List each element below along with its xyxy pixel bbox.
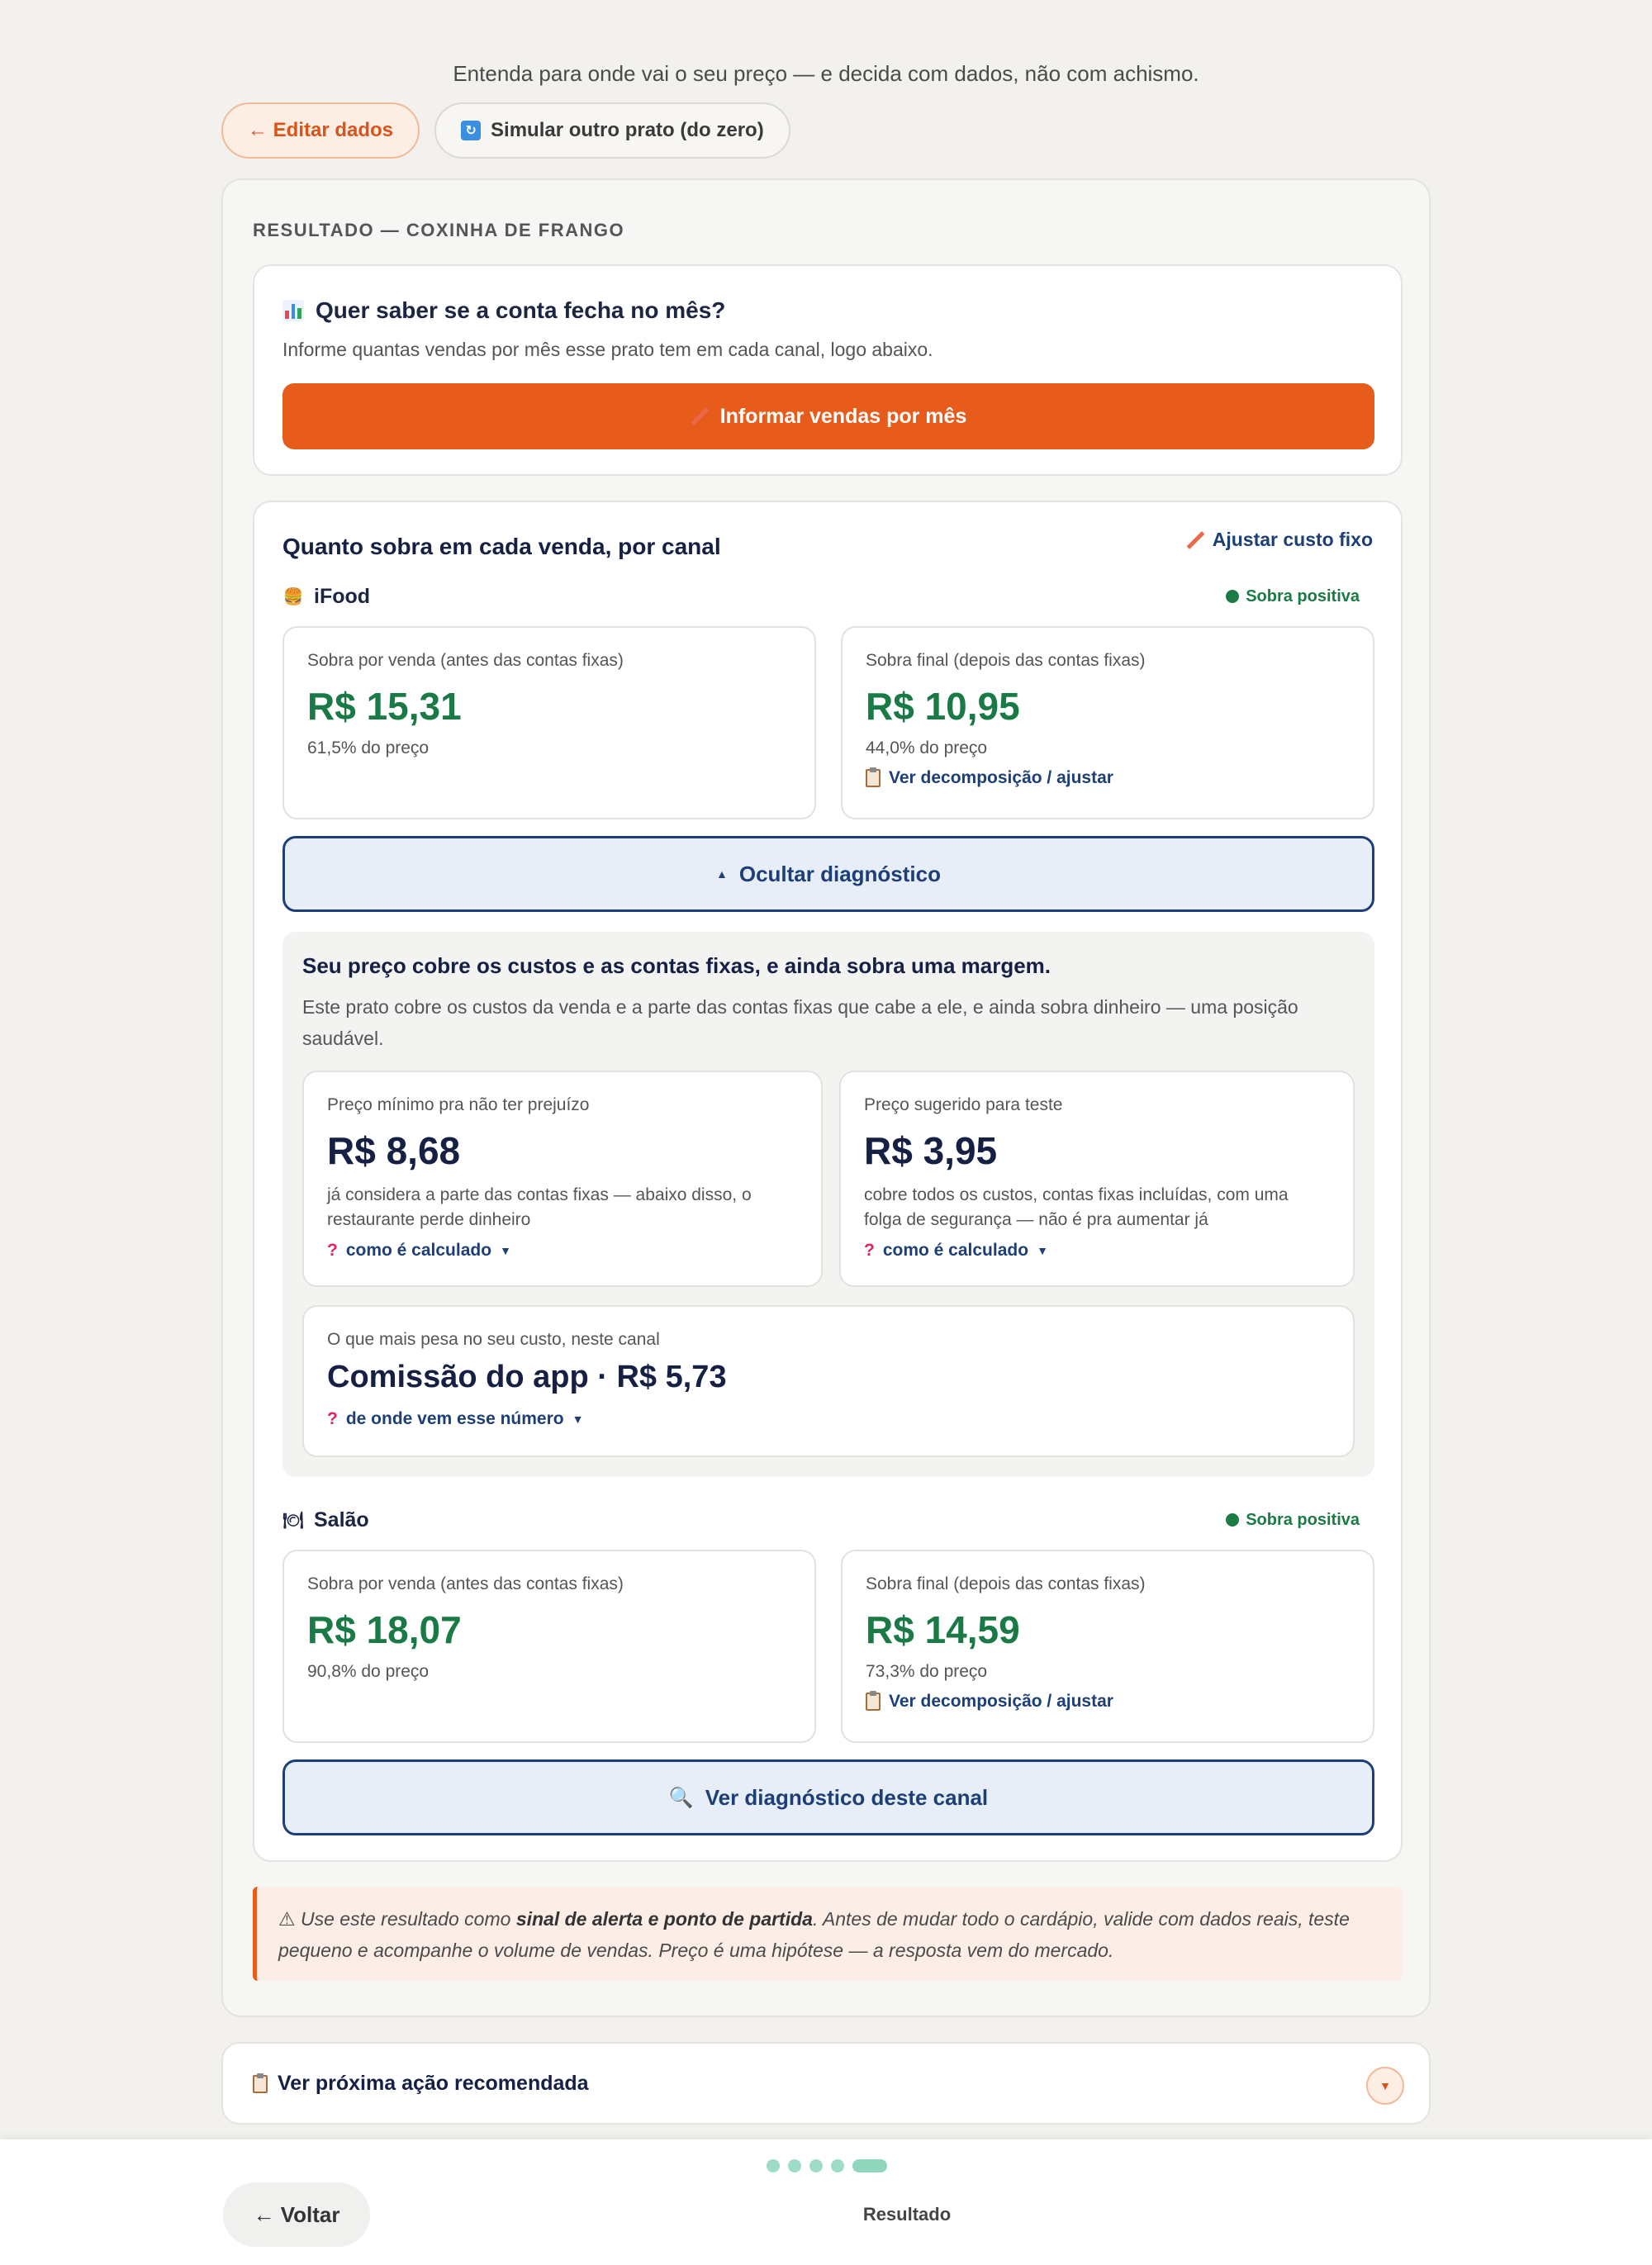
clipboard-icon: [253, 2075, 268, 2093]
suggested-price-description: cobre todos os custos, contas fixas incluídas, com uma folga de segurança — não é pra aumentar já: [864, 1185, 1289, 1229]
metric-value: R$ 10,95: [866, 685, 1020, 728]
simulate-new-dish-button[interactable]: [434, 102, 790, 159]
footer-bar: [0, 2139, 1652, 2265]
top-cost-card: [302, 1305, 1355, 1457]
progress-dots: [767, 2159, 887, 2172]
simulate-label: Simular outro prato (do zero): [491, 119, 764, 141]
monthly-sales-title: [282, 297, 725, 324]
edit-data-label: ← Editar dados: [248, 119, 394, 141]
metric-percent: 44,0% do preço: [866, 738, 988, 757]
plate-icon: 🍽: [282, 1511, 304, 1530]
progress-dot: [767, 2159, 780, 2172]
min-price-value: R$ 8,68: [327, 1129, 461, 1172]
top-cost-label: O que mais pesa no seu custo, neste canal: [327, 1330, 660, 1349]
edit-data-button[interactable]: [221, 102, 420, 159]
suggested-price-value: R$ 3,95: [864, 1129, 998, 1172]
metric-value: R$ 14,59: [866, 1608, 1020, 1651]
show-diagnosis-button[interactable]: [282, 1759, 1374, 1835]
channel-label-salao: Salão: [314, 1508, 369, 1531]
channel-header-salao: [282, 1503, 1373, 1536]
magnifier-icon: 🔍: [668, 1786, 694, 1809]
breakdown-link-salao[interactable]: [866, 1692, 1113, 1712]
back-button[interactable]: ← Voltar: [223, 2182, 370, 2247]
top-cost-value: Comissão do app · R$ 5,73: [327, 1360, 727, 1394]
help-label: como é calculado: [345, 1241, 492, 1260]
result-card: [221, 178, 1431, 2017]
adjust-fixed-cost-label: Ajustar custo fixo: [1212, 529, 1373, 550]
channel-header-ifood: [282, 580, 1373, 613]
warning-note: [253, 1887, 1403, 1981]
question-icon: ?: [327, 1241, 338, 1260]
breakdown-label: Ver decomposição / ajustar: [889, 1692, 1113, 1711]
monthly-sales-description: Informe quantas vendas por mês esse prato tem em cada canal, logo abaixo.: [282, 339, 933, 360]
top-actions: [221, 102, 790, 159]
ifood-margin-before-card: [282, 626, 816, 819]
warning-icon: ⚠: [278, 1908, 296, 1930]
pencil-icon: [691, 407, 709, 425]
min-price-help-link[interactable]: [327, 1241, 511, 1261]
status-badge-ifood: [1226, 587, 1373, 606]
status-dot: [1226, 590, 1239, 603]
min-price-description: já considera a parte das contas fixas — abaixo disso, o restaurante perde dinheiro: [327, 1185, 752, 1229]
channel-name-ifood: [282, 585, 370, 609]
ifood-margin-after-card: [841, 626, 1374, 819]
metric-value: R$ 18,07: [307, 1608, 462, 1651]
channels-title: Quanto sobra em cada venda, por canal: [282, 534, 721, 559]
top-cost-help-link[interactable]: [327, 1409, 583, 1429]
metric-label: Sobra final (depois das contas fixas): [866, 1574, 1146, 1593]
progress-dot: [831, 2159, 844, 2172]
min-price-card: [302, 1071, 823, 1287]
metric-label: Sobra por venda (antes das contas fixas): [307, 1574, 624, 1593]
next-action-label: Ver próxima ação recomendada: [278, 2072, 589, 2095]
monthly-sales-title-text: Quer saber se a conta fecha no mês?: [316, 297, 726, 323]
step-label: Resultado: [862, 2204, 952, 2225]
next-action-card[interactable]: [221, 2042, 1431, 2125]
salao-margin-after-card: [841, 1550, 1374, 1743]
breakdown-label: Ver decomposição / ajustar: [889, 768, 1113, 787]
bar-chart-icon: [282, 300, 304, 321]
help-label: de onde vem esse número: [345, 1409, 564, 1428]
page-subtitle: Entenda para onde vai o seu preço — e decida com dados, não com achismo.: [453, 61, 1199, 86]
diagnosis-panel-ifood: [282, 932, 1374, 1477]
help-label: como é calculado: [882, 1241, 1029, 1260]
channel-name-salao: [282, 1508, 369, 1532]
adjust-fixed-cost-link[interactable]: [1186, 529, 1373, 551]
warning-prefix: Use este resultado como: [301, 1908, 516, 1930]
result-label: RESULTADO — COXINHA DE FRANGO: [253, 220, 625, 240]
progress-dot: [788, 2159, 801, 2172]
clipboard-icon: [866, 769, 881, 787]
clipboard-icon: [866, 1693, 881, 1711]
suggested-price-label: Preço sugerido para teste: [864, 1095, 1063, 1114]
channels-card: [253, 501, 1403, 1862]
refresh-icon: ↻: [461, 121, 481, 140]
metric-percent: 61,5% do preço: [307, 738, 430, 757]
status-label-ifood: Sobra positiva: [1246, 586, 1360, 605]
suggested-price-card: [839, 1071, 1355, 1287]
breakdown-link-ifood[interactable]: [866, 768, 1113, 788]
warning-suffix: . Antes de mudar todo o cardápio, valide com dados reais, teste pequeno e acompanhe o volume de vendas. Preço é uma hipótese — a resposta vem do mercado.: [278, 1908, 1350, 1961]
min-price-label: Preço mínimo pra não ter prejuízo: [327, 1095, 590, 1114]
metric-label: Sobra por venda (antes das contas fixas): [307, 651, 624, 670]
show-diagnosis-label: Ver diagnóstico deste canal: [705, 1784, 989, 1810]
status-label-salao: Sobra positiva: [1246, 1510, 1360, 1529]
channel-label-ifood: iFood: [314, 584, 371, 608]
metric-percent: 90,8% do preço: [307, 1662, 430, 1681]
inform-sales-label: Informar vendas por mês: [719, 404, 967, 428]
metric-percent: 73,3% do preço: [866, 1662, 988, 1681]
salao-margin-before-card: [282, 1550, 816, 1743]
caret-down-icon: ▼: [1037, 1244, 1048, 1257]
suggested-price-help-link[interactable]: [864, 1241, 1048, 1261]
caret-up-icon: ▲: [715, 867, 728, 881]
monthly-sales-card: [253, 264, 1403, 476]
diagnosis-heading: Seu preço cobre os custos e as contas fixas, e ainda sobra uma margem.: [302, 953, 1051, 978]
diagnosis-text: Este prato cobre os custos da venda e a parte das contas fixas que cabe a ele, e ainda sobra dinheiro — uma posição saudável.: [302, 996, 1298, 1049]
inform-sales-button[interactable]: [282, 383, 1374, 449]
progress-dot-active: [852, 2159, 887, 2172]
next-action-title: [253, 2072, 589, 2096]
pencil-icon: [1186, 531, 1204, 549]
warning-bold: sinal de alerta e ponto de partida: [515, 1908, 813, 1930]
question-icon: ?: [327, 1409, 338, 1428]
question-icon: ?: [864, 1241, 875, 1260]
metric-label: Sobra final (depois das contas fixas): [866, 651, 1146, 670]
hide-diagnosis-button[interactable]: [282, 836, 1374, 912]
status-badge-salao: [1226, 1511, 1373, 1530]
expand-toggle-icon[interactable]: ▼: [1366, 2067, 1404, 2105]
progress-dot: [809, 2159, 823, 2172]
status-dot: [1226, 1513, 1239, 1527]
hide-diagnosis-label: Ocultar diagnóstico: [738, 861, 941, 886]
metric-value: R$ 15,31: [307, 685, 462, 728]
burger-icon: 🍔: [282, 587, 304, 606]
caret-down-icon: ▼: [572, 1413, 584, 1426]
caret-down-icon: ▼: [500, 1244, 511, 1257]
